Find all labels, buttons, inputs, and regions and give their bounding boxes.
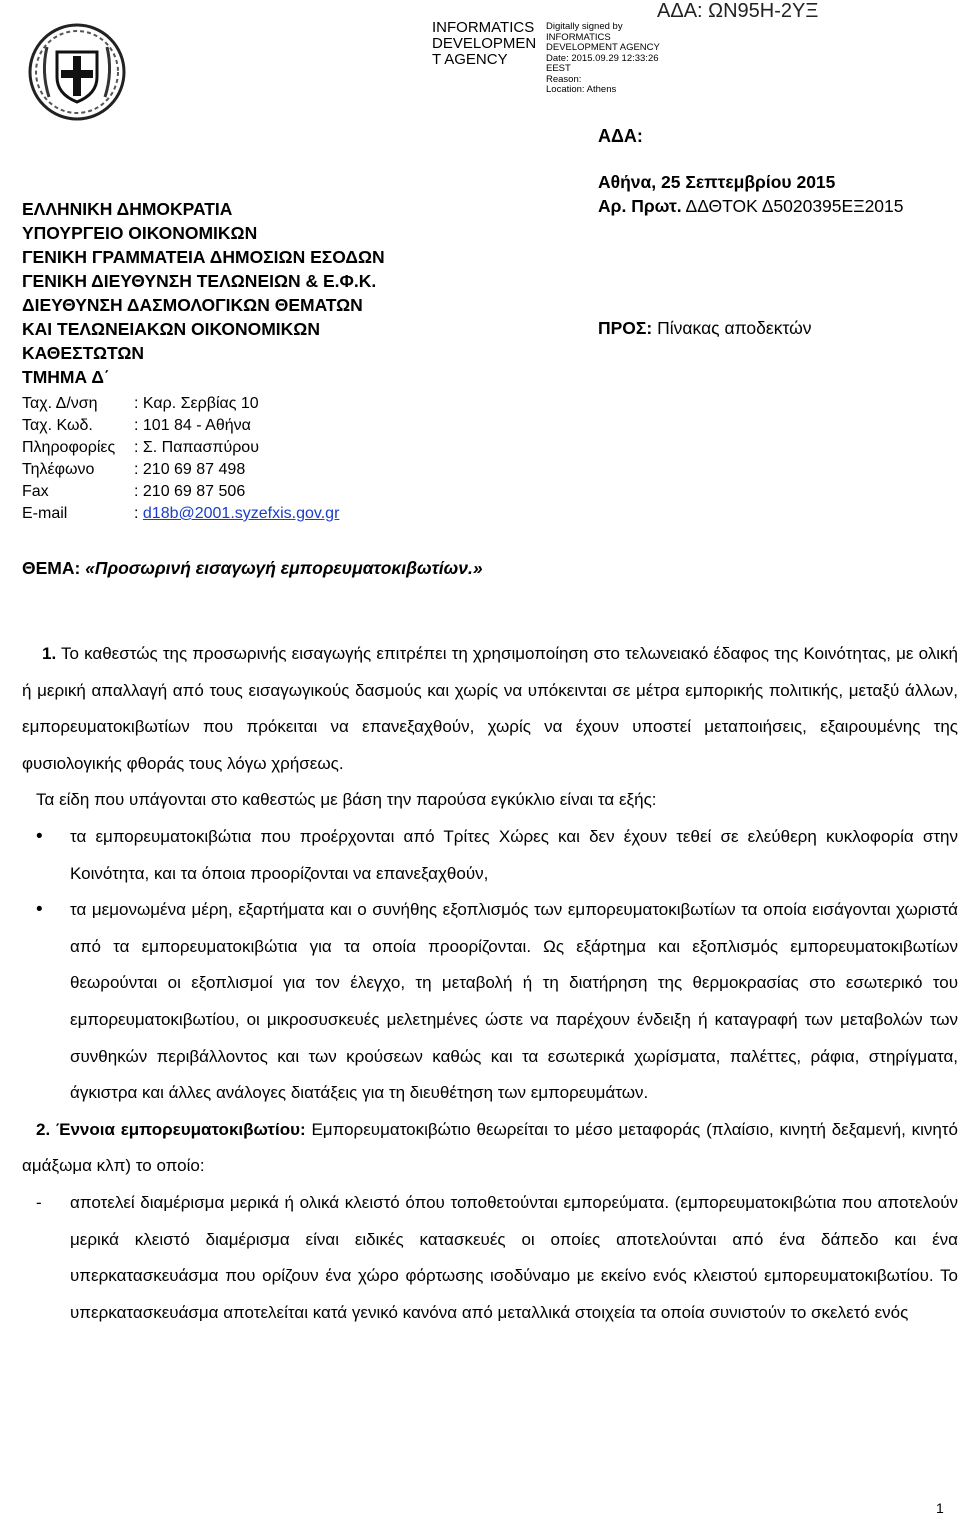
recipients-line — [598, 318, 812, 339]
signature-info-line: Digitally signed by — [546, 21, 623, 32]
header-line: ΥΠΟΥΡΓΕΙΟ ΟΙΚΟΝΟΜΙΚΩΝ — [22, 223, 258, 243]
email-label: E-mail — [22, 505, 68, 522]
protocol-line — [598, 196, 904, 217]
contact-row — [22, 393, 339, 415]
header-line: ΔΙΕΥΘΥΝΣΗ ΔΑΣΜΟΛΟΓΙΚΩΝ ΘΕΜΑΤΩΝ — [22, 295, 363, 315]
dash-item: - αποτελεί διαμέρισμα μερικά ή ολικά κλειστό όπου τοποθετούνται εμπορεύματα. (εμπορευματοκιβώτια που αποτελούν μερικά κλειστό διαμέρισμα είναι ειδικές κατασκευές οι οποίες αποτελούνται από ένα δάπεδο και ένα υπερκατασκευάσμα που ορίζουν ένα χώρο φόρτωσης ισοδύναμο με εκείνο ενός κλειστού εμπορευματοκιβωτίου. Το υπερκατασκευάσμα αποτελείται κατά γενικό κανόνα από μεταλλικά στοιχεία τα οποία συνιστούν το σκελετό ενός — [22, 1185, 958, 1331]
signature-info-line: DEVELOPMENT AGENCY — [546, 42, 660, 53]
bullet-item: • τα εμπορευματοκιβώτια που προέρχονται από Τρίτες Χώρες και δεν έχουν τεθεί σε ελεύθερη κυκλοφορία στην Κοινότητα, και τα όποια προορίζονται να επανεξαχθούν, — [22, 819, 958, 892]
contact-value: : 101 84 - Αθήνα — [134, 417, 251, 434]
paragraph-2: Τα είδη που υπάγονται στο καθεστώς με βάση την παρούσα εγκύκλιο είναι τα εξής: — [36, 790, 657, 810]
contact-row — [22, 437, 339, 459]
contact-label: Fax — [22, 483, 49, 500]
subject-text: «Προσωρινή εισαγωγή εμπορευματοκιβωτίων.» — [85, 558, 483, 578]
signature-info-line: Date: 2015.09.29 12:33:26 — [546, 52, 659, 64]
document-body — [22, 636, 958, 1331]
contact-value: : 210 69 87 498 — [134, 461, 246, 478]
recipients-value: Πίνακας αποδεκτών — [657, 318, 812, 338]
contact-value: : Σ. Παπασπύρου — [134, 439, 259, 456]
email-row — [22, 503, 339, 525]
paragraph-1 — [22, 636, 958, 782]
header-line: ΤΜΗΜΑ Δ΄ — [22, 367, 110, 387]
paragraph-text: Εμπορευματοκιβώτιο θεωρείται το μέσο μεταφοράς (πλαίσιο, κινητή δεξαμενή, κινητό αμάξωμα κλπ) το οποίο: — [22, 1119, 958, 1176]
signature-info-line: Reason: — [546, 73, 582, 85]
ada-label: ΑΔΑ: — [598, 126, 643, 146]
recipients-label: ΠΡΟΣ: — [598, 318, 653, 338]
email-link[interactable]: d18b@2001.syzefxis.gov.gr — [142, 505, 340, 522]
contact-value: : Καρ. Σερβίας 10 — [134, 395, 259, 412]
contact-value: : 210 69 87 506 — [134, 483, 246, 500]
digital-signature-block — [432, 19, 682, 95]
ada-code-top: ΑΔΑ: ΩΝ95Η-2ΥΞ — [657, 0, 819, 22]
header-line: ΚΑΘΕΣΤΩΤΩΝ — [22, 343, 145, 363]
document-date: Αθήνα, 25 Σεπτεμβρίου 2015 — [598, 172, 836, 192]
header-line: ΚΑΙ ΤΕΛΩΝΕΙΑΚΩΝ ΟΙΚΟΝΟΜΙΚΩΝ — [22, 319, 320, 339]
signature-org — [432, 20, 544, 68]
signature-info — [546, 22, 676, 96]
subject-line — [22, 558, 483, 579]
signature-info-line: Location: Athens — [546, 84, 617, 95]
paragraph-number: 1. — [42, 644, 57, 663]
signature-info-line: INFORMATICS — [546, 31, 611, 43]
signature-info-line: EEST — [546, 63, 571, 74]
contact-row — [22, 481, 339, 503]
header-line: ΓΕΝΙΚΗ ΓΡΑΜΜΑΤΕΙΑ ΔΗΜΟΣΙΩΝ ΕΣΟΔΩΝ — [22, 247, 385, 267]
paragraph-number: 2. — [36, 1119, 51, 1139]
bullet-item: • τα μεμονωμένα μέρη, εξαρτήματα και ο συνήθης εξοπλισμός των εμπορευματοκιβωτίων τα οποία εισάγονται χωριστά από τα εμπορευματοκιβώτια για τα οποία προορίζονται. Ως εξάρτημα και εξοπλισμός εμπορευματοκιβωτίων θεωρούνται οι εξοπλισμοί για τον έλεγχο, τη μεταβολή ή τη διατήρηση της θερμοκρασίας στο εσωτερικό του εμπορευματοκιβωτίου, οι μικροσυσκευές μελετημένες ώστε να παρέχουν ένδειξη ή καταγραφή των μεταβολών των συνθηκών περιβάλλοντος και των κρούσεων καθώς και τα εσωτερικά χωρίσματα, παλέττες, ράφια, στηρίγματα, άγκιστρα και άλλες ανάλογες διατάξεις για τη διευθέτηση των εμπορευμάτων. — [22, 892, 958, 1112]
greek-emblem-icon — [27, 22, 127, 122]
email-prefix: : — [134, 505, 143, 522]
subject-label: ΘΕΜΑ: — [22, 558, 81, 578]
paragraph-text: Το καθεστώς της προσωρινής εισαγωγής επιτρέπει τη χρησιμοποίηση στο τελωνειακό έδαφος της Κοινότητας, με ολική ή μερική απαλλαγή από τους εισαγωγικούς δασμούς και χωρίς να υπόκεινται σε μέτρα εμπορικής πολιτικής, μεταξύ άλλων, εμπορευματοκιβωτίων που πρόκειται να επανεξαχθούν, χωρίς να έχουν υποστεί μεταποιήσεις, εξαιρουμένης της φυσιολογικής φθοράς τους λόγω χρήσεως. — [22, 644, 959, 773]
contact-row — [22, 415, 339, 437]
signature-org-line: INFORMATICS — [432, 19, 535, 36]
contact-label: Πληροφορίες — [22, 439, 116, 456]
header-line: ΓΕΝΙΚΗ ΔΙΕΥΘΥΝΣΗ ΤΕΛΩΝΕΙΩΝ & Ε.Φ.Κ. — [22, 271, 377, 291]
page-number: 1 — [936, 1500, 944, 1516]
header-line: ΕΛΛΗΝΙΚΗ ΔΗΜΟΚΡΑΤΙΑ — [22, 199, 233, 219]
contact-row — [22, 459, 339, 481]
paragraph-3 — [22, 1112, 958, 1185]
contact-label: Ταχ. Κωδ. — [22, 417, 93, 434]
section-heading: Έννοια εμπορευματοκιβωτίου: — [55, 1119, 306, 1139]
contact-block — [22, 393, 339, 525]
signature-org-line: T AGENCY — [432, 51, 508, 68]
signature-org-line: DEVELOPMEN — [432, 35, 537, 52]
sender-header — [22, 197, 385, 389]
contact-label: Ταχ. Δ/νση — [22, 395, 98, 412]
contact-label: Τηλέφωνο — [22, 461, 95, 478]
protocol-number: ΔΔΘΤΟΚ Δ5020395ΕΞ2015 — [685, 196, 904, 216]
protocol-label: Αρ. Πρωτ. — [598, 196, 682, 216]
